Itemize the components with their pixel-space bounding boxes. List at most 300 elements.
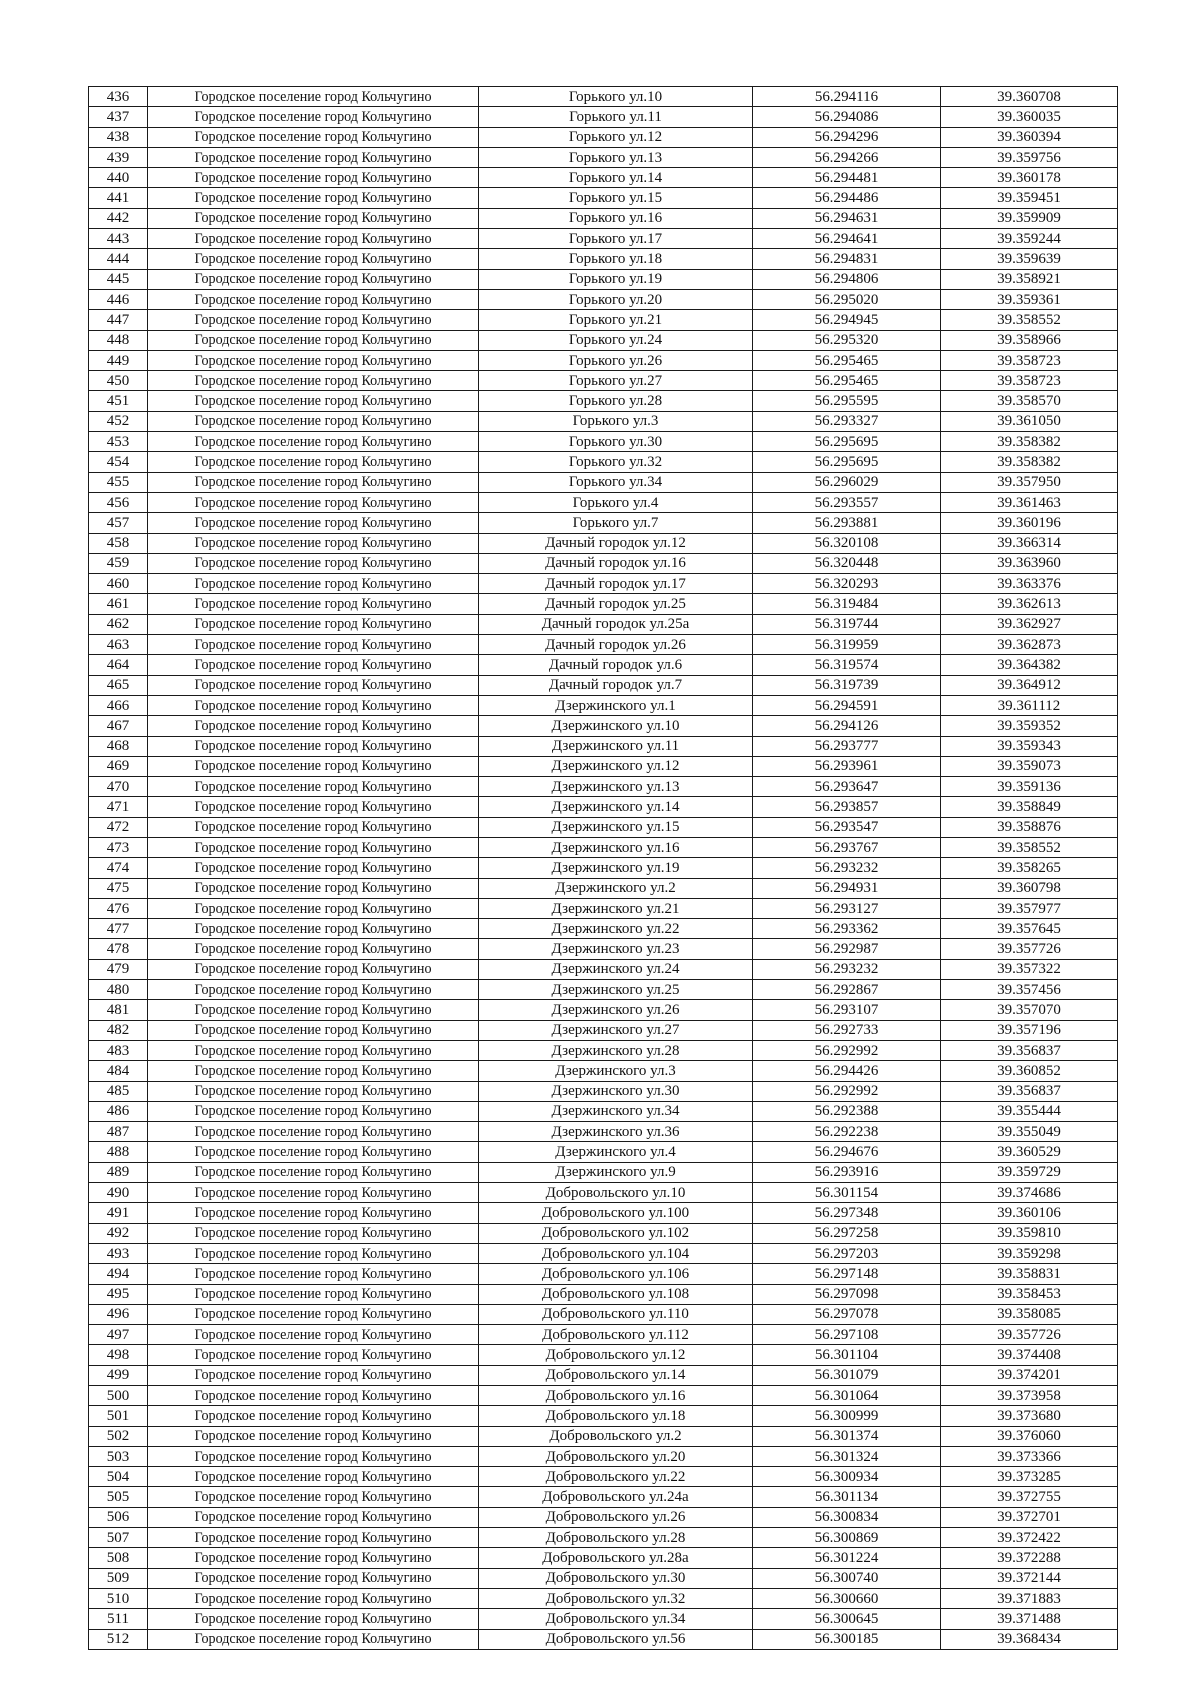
longitude-cell: 39.360035 — [941, 107, 1118, 127]
latitude-cell: 56.293647 — [753, 777, 941, 797]
settlement-text: Городское поселение город Кольчугино — [194, 1347, 432, 1364]
table-row — [89, 229, 1118, 249]
row-number-cell: 458 — [89, 533, 148, 553]
latitude-cell: 56.319959 — [753, 635, 941, 655]
table-row — [89, 1365, 1118, 1385]
settlement-cell — [148, 1528, 479, 1548]
address-cell: Дзержинского ул.19 — [479, 858, 753, 878]
longitude-cell: 39.372144 — [941, 1568, 1118, 1588]
longitude-cell: 39.356837 — [941, 1040, 1118, 1060]
address-cell: Дзержинского ул.2 — [479, 878, 753, 898]
settlement-cell — [148, 1142, 479, 1162]
row-number-cell: 450 — [89, 371, 148, 391]
settlement-cell — [148, 1243, 479, 1263]
settlement-cell — [148, 452, 479, 472]
address-coordinates-table — [88, 86, 1118, 1650]
address-cell: Дзержинского ул.24 — [479, 959, 753, 979]
settlement-text: Городское поселение город Кольчугино — [194, 616, 432, 633]
table-row — [89, 1629, 1118, 1649]
settlement-text: Городское поселение город Кольчугино — [194, 474, 432, 491]
longitude-cell: 39.366314 — [941, 533, 1118, 553]
settlement-cell — [148, 1000, 479, 1020]
longitude-cell: 39.359729 — [941, 1162, 1118, 1182]
settlement-text: Городское поселение город Кольчугино — [194, 575, 432, 592]
address-cell: Горького ул.15 — [479, 188, 753, 208]
settlement-text: Городское поселение город Кольчугино — [194, 311, 432, 328]
table-row — [89, 1101, 1118, 1121]
settlement-text: Городское поселение город Кольчугино — [194, 1083, 432, 1100]
longitude-cell: 39.373680 — [941, 1406, 1118, 1426]
latitude-cell: 56.292867 — [753, 980, 941, 1000]
settlement-cell — [148, 553, 479, 573]
latitude-cell: 56.294116 — [753, 87, 941, 107]
settlement-cell — [148, 1609, 479, 1629]
address-cell: Добровольского ул.16 — [479, 1386, 753, 1406]
row-number-cell: 493 — [89, 1243, 148, 1263]
settlement-text: Городское поселение город Кольчугино — [194, 596, 432, 613]
table-row — [89, 472, 1118, 492]
latitude-cell: 56.292992 — [753, 1081, 941, 1101]
address-cell: Дачный городок ул.7 — [479, 675, 753, 695]
address-cell: Дзержинского ул.15 — [479, 817, 753, 837]
latitude-cell: 56.301374 — [753, 1426, 941, 1446]
table-row — [89, 127, 1118, 147]
address-cell: Добровольского ул.14 — [479, 1365, 753, 1385]
longitude-cell: 39.372755 — [941, 1487, 1118, 1507]
settlement-text: Городское поселение город Кольчугино — [194, 900, 432, 917]
address-cell: Дзержинского ул.36 — [479, 1122, 753, 1142]
longitude-cell: 39.359244 — [941, 229, 1118, 249]
row-number-cell: 463 — [89, 635, 148, 655]
latitude-cell: 56.293107 — [753, 1000, 941, 1020]
settlement-cell — [148, 147, 479, 167]
settlement-cell — [148, 939, 479, 959]
table-row — [89, 310, 1118, 330]
address-cell: Дзержинского ул.11 — [479, 736, 753, 756]
row-number-cell: 459 — [89, 553, 148, 573]
settlement-cell — [148, 837, 479, 857]
longitude-cell: 39.358831 — [941, 1264, 1118, 1284]
table-row — [89, 939, 1118, 959]
settlement-cell — [148, 432, 479, 452]
latitude-cell: 56.300934 — [753, 1467, 941, 1487]
row-number-cell: 443 — [89, 229, 148, 249]
table-row — [89, 553, 1118, 573]
row-number-cell: 467 — [89, 716, 148, 736]
row-number-cell: 439 — [89, 147, 148, 167]
settlement-cell — [148, 269, 479, 289]
latitude-cell: 56.319744 — [753, 614, 941, 634]
longitude-cell: 39.363376 — [941, 574, 1118, 594]
longitude-cell: 39.355444 — [941, 1101, 1118, 1121]
longitude-cell: 39.362927 — [941, 614, 1118, 634]
row-number-cell: 510 — [89, 1588, 148, 1608]
latitude-cell: 56.301064 — [753, 1386, 941, 1406]
settlement-cell — [148, 756, 479, 776]
row-number-cell: 474 — [89, 858, 148, 878]
longitude-cell: 39.358085 — [941, 1304, 1118, 1324]
longitude-cell: 39.360178 — [941, 168, 1118, 188]
address-cell: Горького ул.21 — [479, 310, 753, 330]
settlement-text: Городское поселение город Кольчугино — [194, 677, 432, 694]
longitude-cell: 39.358382 — [941, 432, 1118, 452]
latitude-cell: 56.294676 — [753, 1142, 941, 1162]
latitude-cell: 56.301079 — [753, 1365, 941, 1385]
latitude-cell: 56.292238 — [753, 1122, 941, 1142]
row-number-cell: 471 — [89, 797, 148, 817]
latitude-cell: 56.294296 — [753, 127, 941, 147]
table-row — [89, 1609, 1118, 1629]
longitude-cell: 39.358723 — [941, 350, 1118, 370]
settlement-cell — [148, 980, 479, 1000]
longitude-cell: 39.356837 — [941, 1081, 1118, 1101]
latitude-cell: 56.301134 — [753, 1487, 941, 1507]
table-row — [89, 1568, 1118, 1588]
settlement-text: Городское поселение город Кольчугино — [194, 251, 432, 268]
settlement-cell — [148, 777, 479, 797]
row-number-cell: 478 — [89, 939, 148, 959]
address-cell: Горького ул.32 — [479, 452, 753, 472]
latitude-cell: 56.295465 — [753, 371, 941, 391]
row-number-cell: 479 — [89, 959, 148, 979]
latitude-cell: 56.300740 — [753, 1568, 941, 1588]
address-cell: Добровольского ул.102 — [479, 1223, 753, 1243]
latitude-cell: 56.294641 — [753, 229, 941, 249]
address-cell: Дзержинского ул.22 — [479, 919, 753, 939]
settlement-text: Городское поселение город Кольчугино — [194, 839, 432, 856]
settlement-cell — [148, 898, 479, 918]
address-cell: Дзержинского ул.1 — [479, 695, 753, 715]
settlement-cell — [148, 655, 479, 675]
settlement-cell — [148, 1446, 479, 1466]
table-row — [89, 1386, 1118, 1406]
settlement-text: Городское поселение город Кольчугино — [194, 1550, 432, 1567]
address-cell: Дзержинского ул.14 — [479, 797, 753, 817]
latitude-cell: 56.293777 — [753, 736, 941, 756]
address-cell: Дзержинского ул.12 — [479, 756, 753, 776]
latitude-cell: 56.293961 — [753, 756, 941, 776]
address-cell: Горького ул.28 — [479, 391, 753, 411]
settlement-cell — [148, 574, 479, 594]
settlement-cell — [148, 858, 479, 878]
settlement-text: Городское поселение город Кольчугино — [194, 555, 432, 572]
latitude-cell: 56.294266 — [753, 147, 941, 167]
row-number-cell: 468 — [89, 736, 148, 756]
table-row — [89, 858, 1118, 878]
row-number-cell: 488 — [89, 1142, 148, 1162]
settlement-text: Городское поселение город Кольчугино — [194, 413, 432, 430]
latitude-cell: 56.294806 — [753, 269, 941, 289]
settlement-cell — [148, 330, 479, 350]
longitude-cell: 39.358723 — [941, 371, 1118, 391]
longitude-cell: 39.358552 — [941, 837, 1118, 857]
latitude-cell: 56.319574 — [753, 655, 941, 675]
address-cell: Добровольского ул.10 — [479, 1183, 753, 1203]
settlement-cell — [148, 614, 479, 634]
table-row — [89, 432, 1118, 452]
settlement-cell — [148, 513, 479, 533]
table-row — [89, 289, 1118, 309]
latitude-cell: 56.294931 — [753, 878, 941, 898]
address-cell: Дзержинского ул.28 — [479, 1040, 753, 1060]
row-number-cell: 475 — [89, 878, 148, 898]
row-number-cell: 508 — [89, 1548, 148, 1568]
address-cell: Дзержинского ул.25 — [479, 980, 753, 1000]
settlement-text: Городское поселение город Кольчугино — [194, 859, 432, 876]
settlement-cell — [148, 675, 479, 695]
table-row — [89, 452, 1118, 472]
settlement-text: Городское поселение город Кольчугино — [194, 1631, 432, 1648]
settlement-cell — [148, 797, 479, 817]
settlement-text: Городское поселение город Кольчугино — [194, 1022, 432, 1039]
longitude-cell: 39.373366 — [941, 1446, 1118, 1466]
longitude-cell: 39.361050 — [941, 411, 1118, 431]
address-cell: Дачный городок ул.25 — [479, 594, 753, 614]
row-number-cell: 509 — [89, 1568, 148, 1588]
settlement-text: Городское поселение город Кольчугино — [194, 1265, 432, 1282]
longitude-cell: 39.376060 — [941, 1426, 1118, 1446]
settlement-text: Городское поселение город Кольчугино — [194, 1306, 432, 1323]
table-row — [89, 188, 1118, 208]
settlement-cell — [148, 1183, 479, 1203]
settlement-text: Городское поселение город Кольчугино — [194, 1610, 432, 1627]
row-number-cell: 472 — [89, 817, 148, 837]
address-cell: Дзержинского ул.27 — [479, 1020, 753, 1040]
settlement-cell — [148, 959, 479, 979]
longitude-cell: 39.359451 — [941, 188, 1118, 208]
latitude-cell: 56.301324 — [753, 1446, 941, 1466]
settlement-cell — [148, 1304, 479, 1324]
latitude-cell: 56.293881 — [753, 513, 941, 533]
table-row — [89, 1487, 1118, 1507]
row-number-cell: 453 — [89, 432, 148, 452]
settlement-text: Городское поселение город Кольчугино — [194, 291, 432, 308]
longitude-cell: 39.362873 — [941, 635, 1118, 655]
address-cell: Добровольского ул.22 — [479, 1467, 753, 1487]
address-cell: Добровольского ул.104 — [479, 1243, 753, 1263]
latitude-cell: 56.295320 — [753, 330, 941, 350]
table-row — [89, 350, 1118, 370]
table-row — [89, 736, 1118, 756]
address-cell: Добровольского ул.100 — [479, 1203, 753, 1223]
row-number-cell: 512 — [89, 1629, 148, 1649]
settlement-text: Городское поселение город Кольчугино — [194, 1367, 432, 1384]
address-cell: Горького ул.26 — [479, 350, 753, 370]
row-number-cell: 465 — [89, 675, 148, 695]
row-number-cell: 482 — [89, 1020, 148, 1040]
settlement-cell — [148, 1081, 479, 1101]
table-row — [89, 959, 1118, 979]
latitude-cell: 56.300834 — [753, 1507, 941, 1527]
longitude-cell: 39.359073 — [941, 756, 1118, 776]
settlement-cell — [148, 1101, 479, 1121]
address-cell: Добровольского ул.56 — [479, 1629, 753, 1649]
settlement-text: Городское поселение город Кольчугино — [194, 981, 432, 998]
address-cell: Горького ул.19 — [479, 269, 753, 289]
latitude-cell: 56.295020 — [753, 289, 941, 309]
longitude-cell: 39.373285 — [941, 1467, 1118, 1487]
table-row — [89, 980, 1118, 1000]
table-row — [89, 1304, 1118, 1324]
settlement-text: Городское поселение город Кольчугино — [194, 1407, 432, 1424]
settlement-text: Городское поселение город Кольчугино — [194, 738, 432, 755]
latitude-cell: 56.297078 — [753, 1304, 941, 1324]
settlement-cell — [148, 1426, 479, 1446]
longitude-cell: 39.357950 — [941, 472, 1118, 492]
settlement-cell — [148, 472, 479, 492]
longitude-cell: 39.359361 — [941, 289, 1118, 309]
latitude-cell: 56.293362 — [753, 919, 941, 939]
settlement-text: Городское поселение город Кольчугино — [194, 271, 432, 288]
settlement-cell — [148, 695, 479, 715]
longitude-cell: 39.372701 — [941, 1507, 1118, 1527]
longitude-cell: 39.374408 — [941, 1345, 1118, 1365]
row-number-cell: 438 — [89, 127, 148, 147]
latitude-cell: 56.320108 — [753, 533, 941, 553]
latitude-cell: 56.294486 — [753, 188, 941, 208]
table-row — [89, 756, 1118, 776]
table-row — [89, 1000, 1118, 1020]
row-number-cell: 494 — [89, 1264, 148, 1284]
settlement-text: Городское поселение город Кольчугино — [194, 697, 432, 714]
settlement-cell — [148, 1406, 479, 1426]
settlement-text: Городское поселение город Кольчугино — [194, 799, 432, 816]
row-number-cell: 477 — [89, 919, 148, 939]
table-row — [89, 492, 1118, 512]
longitude-cell: 39.361112 — [941, 695, 1118, 715]
settlement-cell — [148, 1568, 479, 1588]
longitude-cell: 39.357456 — [941, 980, 1118, 1000]
settlement-cell — [148, 1203, 479, 1223]
address-cell: Дзержинского ул.9 — [479, 1162, 753, 1182]
row-number-cell: 442 — [89, 208, 148, 228]
settlement-text: Городское поселение город Кольчугино — [194, 108, 432, 125]
settlement-text: Городское поселение город Кольчугино — [194, 941, 432, 958]
settlement-text: Городское поселение город Кольчугино — [194, 1590, 432, 1607]
latitude-cell: 56.294086 — [753, 107, 941, 127]
settlement-text: Городское поселение город Кольчугино — [194, 453, 432, 470]
latitude-cell: 56.297348 — [753, 1203, 941, 1223]
address-cell: Дачный городок ул.17 — [479, 574, 753, 594]
longitude-cell: 39.357726 — [941, 939, 1118, 959]
latitude-cell: 56.293916 — [753, 1162, 941, 1182]
table-row — [89, 1588, 1118, 1608]
settlement-text: Городское поселение город Кольчугино — [194, 129, 432, 146]
address-cell: Добровольского ул.110 — [479, 1304, 753, 1324]
table-row — [89, 1467, 1118, 1487]
settlement-cell — [148, 919, 479, 939]
row-number-cell: 464 — [89, 655, 148, 675]
settlement-cell — [148, 1345, 479, 1365]
longitude-cell: 39.359352 — [941, 716, 1118, 736]
table-row — [89, 878, 1118, 898]
document-sheet — [88, 86, 1118, 1650]
table-row — [89, 797, 1118, 817]
settlement-cell — [148, 1507, 479, 1527]
settlement-text: Городское поселение город Кольчугино — [194, 210, 432, 227]
settlement-text: Городское поселение город Кольчугино — [194, 1062, 432, 1079]
row-number-cell: 473 — [89, 837, 148, 857]
row-number-cell: 454 — [89, 452, 148, 472]
address-cell: Добровольского ул.30 — [479, 1568, 753, 1588]
address-cell: Горького ул.7 — [479, 513, 753, 533]
latitude-cell: 56.293767 — [753, 837, 941, 857]
longitude-cell: 39.357977 — [941, 898, 1118, 918]
settlement-text: Городское поселение город Кольчугино — [194, 494, 432, 511]
table-row — [89, 87, 1118, 107]
settlement-cell — [148, 1122, 479, 1142]
longitude-cell: 39.360106 — [941, 1203, 1118, 1223]
settlement-cell — [148, 1223, 479, 1243]
settlement-cell — [148, 1325, 479, 1345]
row-number-cell: 497 — [89, 1325, 148, 1345]
latitude-cell: 56.292987 — [753, 939, 941, 959]
longitude-cell: 39.358849 — [941, 797, 1118, 817]
address-cell: Дзержинского ул.4 — [479, 1142, 753, 1162]
row-number-cell: 495 — [89, 1284, 148, 1304]
address-cell: Добровольского ул.106 — [479, 1264, 753, 1284]
longitude-cell: 39.358921 — [941, 269, 1118, 289]
longitude-cell: 39.358570 — [941, 391, 1118, 411]
table-row — [89, 837, 1118, 857]
latitude-cell: 56.295595 — [753, 391, 941, 411]
row-number-cell: 441 — [89, 188, 148, 208]
settlement-text: Городское поселение город Кольчугино — [194, 1428, 432, 1445]
table-row — [89, 594, 1118, 614]
table-row — [89, 1406, 1118, 1426]
longitude-cell: 39.360798 — [941, 878, 1118, 898]
row-number-cell: 444 — [89, 249, 148, 269]
settlement-text: Городское поселение город Кольчугино — [194, 1184, 432, 1201]
settlement-cell — [148, 411, 479, 431]
table-row — [89, 1183, 1118, 1203]
address-cell: Горького ул.20 — [479, 289, 753, 309]
settlement-cell — [148, 1162, 479, 1182]
row-number-cell: 476 — [89, 898, 148, 918]
table-row — [89, 1264, 1118, 1284]
address-cell: Горького ул.18 — [479, 249, 753, 269]
row-number-cell: 460 — [89, 574, 148, 594]
row-number-cell: 496 — [89, 1304, 148, 1324]
address-cell: Дачный городок ул.12 — [479, 533, 753, 553]
latitude-cell: 56.294591 — [753, 695, 941, 715]
longitude-cell: 39.360852 — [941, 1061, 1118, 1081]
latitude-cell: 56.294831 — [753, 249, 941, 269]
row-number-cell: 451 — [89, 391, 148, 411]
table-row — [89, 533, 1118, 553]
address-cell: Дачный городок ул.6 — [479, 655, 753, 675]
settlement-cell — [148, 1487, 479, 1507]
settlement-text: Городское поселение город Кольчугино — [194, 1468, 432, 1485]
latitude-cell: 56.293127 — [753, 898, 941, 918]
settlement-text: Городское поселение город Кольчугино — [194, 656, 432, 673]
settlement-cell — [148, 107, 479, 127]
longitude-cell: 39.359298 — [941, 1243, 1118, 1263]
settlement-cell — [148, 716, 479, 736]
latitude-cell: 56.300660 — [753, 1588, 941, 1608]
settlement-cell — [148, 249, 479, 269]
address-cell: Дзержинского ул.13 — [479, 777, 753, 797]
latitude-cell: 56.319484 — [753, 594, 941, 614]
table-row — [89, 695, 1118, 715]
address-cell: Дзержинского ул.21 — [479, 898, 753, 918]
settlement-cell — [148, 1061, 479, 1081]
settlement-text: Городское поселение город Кольчугино — [194, 1286, 432, 1303]
table-body — [89, 87, 1118, 1650]
row-number-cell: 503 — [89, 1446, 148, 1466]
address-cell: Добровольского ул.28а — [479, 1548, 753, 1568]
longitude-cell: 39.357726 — [941, 1325, 1118, 1345]
